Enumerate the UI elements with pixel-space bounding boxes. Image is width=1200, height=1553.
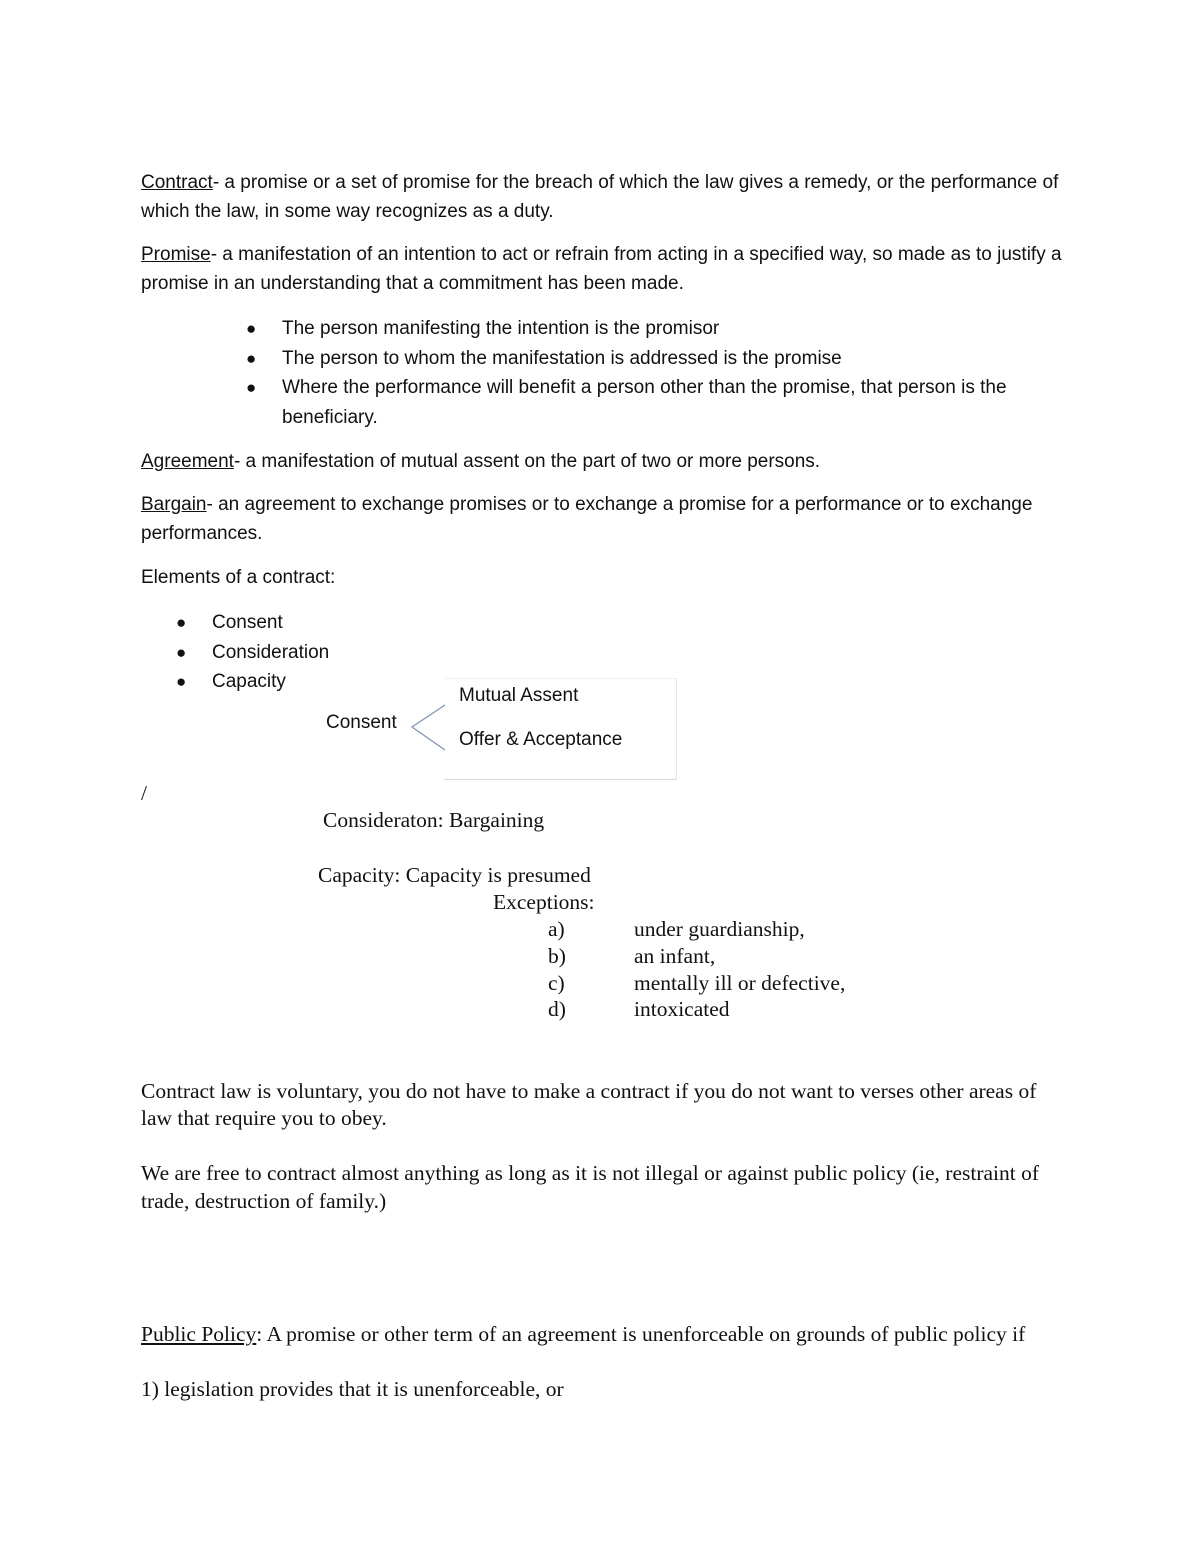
exception-letter: b) bbox=[548, 944, 566, 968]
promise-bullet-list bbox=[246, 314, 1062, 432]
list-item: ● Where the performance will benefit a person other than the promise, that person is the beneficiary. bbox=[282, 373, 1062, 432]
bargain-term: Bargain bbox=[141, 494, 207, 515]
bullet-icon: ● bbox=[176, 613, 187, 632]
agreement-definition bbox=[141, 447, 1071, 476]
consideration-line: Consideraton: Bargaining bbox=[323, 808, 545, 832]
exceptions-heading: Exceptions: bbox=[493, 890, 595, 914]
bullet-icon: ● bbox=[246, 378, 257, 397]
bargain-definition bbox=[141, 490, 1071, 548]
bullet-icon: ● bbox=[176, 672, 187, 691]
public-policy-item-1: 1) legislation provides that it is unenforceable, or bbox=[141, 1377, 564, 1401]
agreement-term: Agreement bbox=[141, 451, 234, 472]
bargain-text: - an agreement to exchange promises or to exchange a promise for a performance or to exchange performances. bbox=[141, 494, 1033, 544]
contract-definition bbox=[141, 168, 1071, 226]
bullet-icon: ● bbox=[176, 642, 187, 662]
promise-term: Promise bbox=[141, 244, 211, 265]
elements-list bbox=[176, 608, 330, 697]
free-contract-paragraph: We are free to contract almost anything as long as it is not illegal or against public policy (ie, restraint of trade, destruction of family.) bbox=[141, 1161, 1040, 1213]
contract-text: - a promise or a set of promise for the breach of which the law gives a remedy, or the performance of which the law, in some way recognizes as a duty. bbox=[141, 172, 1059, 222]
bullet-icon: ● bbox=[246, 348, 257, 368]
consent-branch-offer-acceptance: Offer & Acceptance bbox=[459, 729, 623, 750]
public-policy-text: : A promise or other term of an agreement is unenforceable on grounds of public policy if bbox=[256, 1322, 1026, 1346]
capacity-line: Capacity: Capacity is presumed bbox=[318, 863, 591, 887]
contract-term: Contract bbox=[141, 172, 213, 193]
agreement-text: - a manifestation of mutual assent on the part of two or more persons. bbox=[233, 451, 821, 472]
bracket-icon bbox=[408, 702, 448, 754]
list-item: ● Consideration bbox=[212, 638, 329, 668]
exception-letter: c) bbox=[548, 971, 565, 995]
list-item: ● The person manifesting the intention is the promisor bbox=[282, 314, 1062, 344]
voluntary-paragraph: Contract law is voluntary, you do not have to make a contract if you do not want to verses other areas of law that require you to obey. bbox=[141, 1079, 1037, 1130]
exception-text: mentally ill or defective, bbox=[634, 971, 846, 995]
exception-letter: d) bbox=[548, 997, 566, 1021]
list-item: ● Consent bbox=[212, 608, 329, 638]
exception-letter: a) bbox=[548, 917, 565, 941]
promise-text: - a manifestation of an intention to act or refrain from acting in a specified way, so made as to justify a promise in an understanding that a commitment has been made. bbox=[141, 244, 1062, 294]
bullet-icon: ● bbox=[246, 319, 257, 338]
list-item: ● Capacity bbox=[212, 667, 329, 697]
slash-mark: / bbox=[141, 781, 147, 805]
list-item: ● The person to whom the manifestation is addressed is the promise bbox=[282, 344, 1062, 374]
public-policy-term: Public Policy bbox=[141, 1322, 257, 1346]
exception-text: intoxicated bbox=[634, 997, 730, 1021]
promise-definition bbox=[141, 240, 1071, 298]
elements-heading: Elements of a contract: bbox=[141, 567, 336, 588]
exception-text: an infant, bbox=[634, 944, 716, 968]
consent-branch-mutual-assent: Mutual Assent bbox=[459, 685, 579, 706]
public-policy-paragraph bbox=[141, 1321, 1056, 1349]
exception-text: under guardianship, bbox=[634, 917, 805, 941]
consent-diagram-label: Consent bbox=[326, 712, 397, 733]
